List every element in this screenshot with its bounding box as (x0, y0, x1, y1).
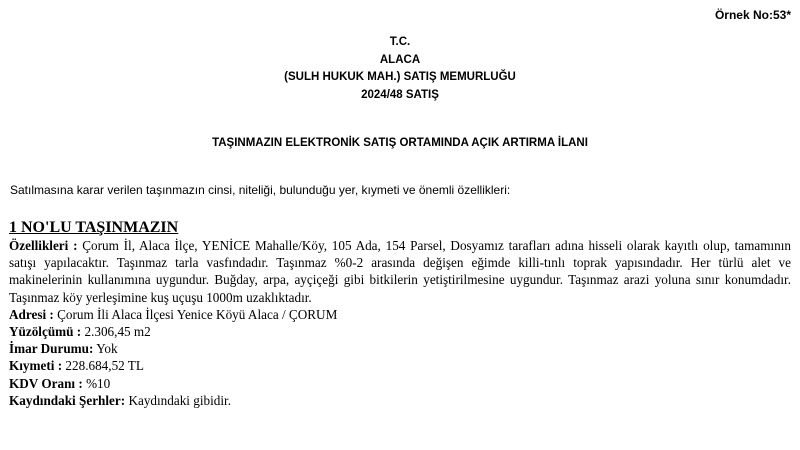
encumbrance-label: Kaydındaki Şerhler: (9, 392, 126, 408)
address-label: Adresi : (9, 306, 54, 322)
property-section (9, 218, 791, 409)
address-line (9, 306, 791, 323)
vat-value: %10 (86, 375, 111, 391)
header-line-office: (SULH HUKUK MAH.) SATIŞ MEMURLUĞU (284, 71, 516, 83)
zoning-value: Yok (96, 341, 118, 357)
header-line-district: ALACA (379, 53, 421, 66)
property-heading: 1 NO'LU TAŞINMAZIN (9, 219, 179, 236)
value-label: Kıymeti : (9, 358, 63, 374)
vat-label: KDV Oranı : (9, 375, 83, 391)
header-line-case-number: 2024/48 SATIŞ (361, 88, 439, 101)
header-line-tc: T.C. (389, 36, 411, 48)
encumbrance-value: Kaydındaki gibidir. (128, 392, 231, 408)
vat-line (9, 375, 791, 392)
features-paragraph (9, 237, 791, 306)
features-text: Çorum İl, Alaca İlçe, YENİCE Mahalle/Köy, 105 Ada, 154 Parsel, Dosyamız tarafları adına hisseli olarak kayıtlı olup, tamamının satışı yapılacaktır. Taşınmaz tarla vasfındadır. Taşınmaz %0-2 arasında değişen eğimde killi-tınlı toprak yapısındadır. Her türlü alet ve makinelerinin kullanımına uygundur. Buğday, arpa, ayçiçeği gibi bitkilerin yetiştirilmesine uygundur. Taşınmaz arazi yoluna sınır konumdadır. Taşınmaz köy yerleşimine kuş uçuşu 1000m uzaklıktadır. (9, 238, 791, 305)
area-line (9, 323, 791, 340)
value-line (9, 357, 791, 374)
document-header (0, 34, 800, 104)
address-value: Çorum İli Alaca İlçesi Yenice Köyü Alaca / ÇORUM (57, 306, 338, 322)
zoning-label: İmar Durumu: (9, 341, 94, 357)
encumbrance-line (9, 392, 791, 409)
sample-number: Örnek No:53* (714, 8, 791, 22)
value-amount: 228.684,52 TL (65, 358, 144, 374)
announcement-title: TAŞINMAZIN ELEKTRONİK SATIŞ ORTAMINDA AÇIK ARTIRMA İLANI (212, 137, 588, 149)
features-label: Özellikleri : (9, 238, 78, 253)
intro-text: Satılmasına karar verilen taşınmazın cinsi, niteliği, bulunduğu yer, kıymeti ve önemli özellikleri: (10, 183, 511, 197)
zoning-line (9, 340, 791, 357)
area-value: 2.306,45 m2 (84, 324, 151, 340)
area-label: Yüzölçümü : (9, 324, 82, 340)
